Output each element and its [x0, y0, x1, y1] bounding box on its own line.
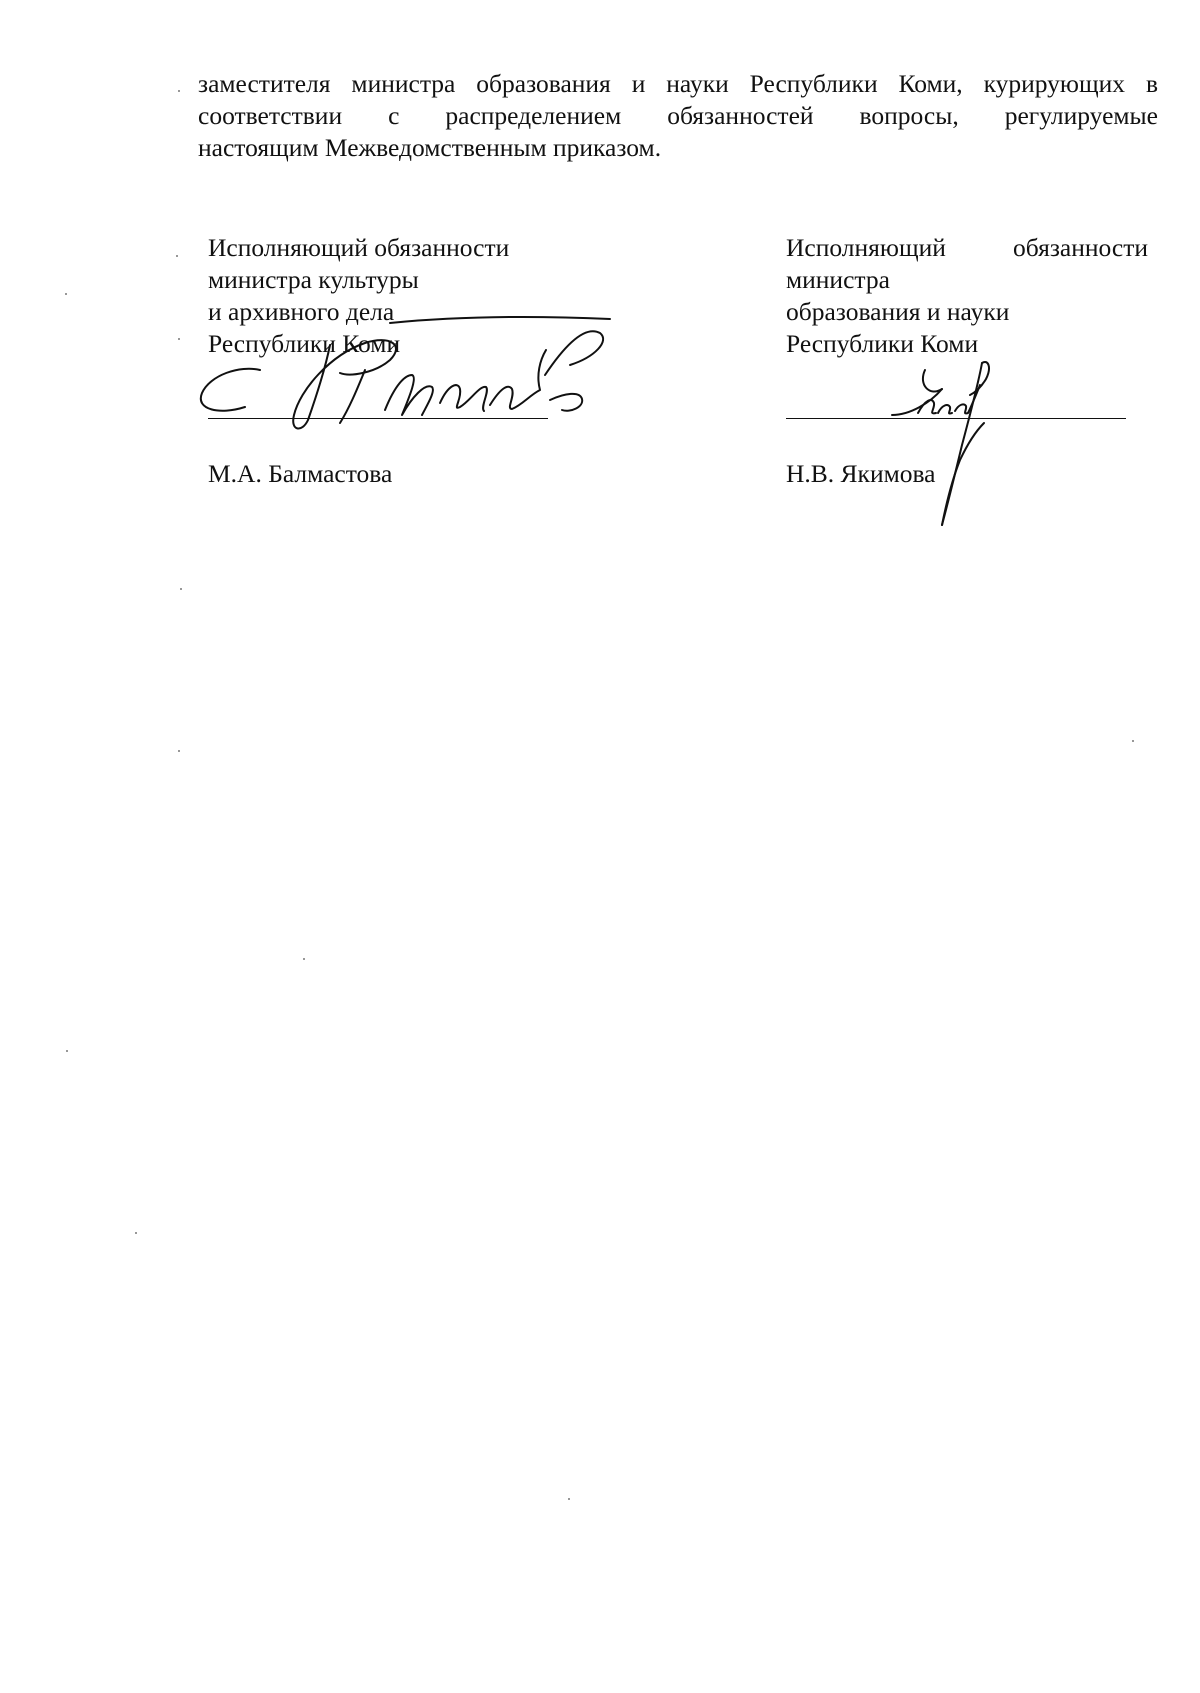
right-signatory-name: Н.В. Якимова — [786, 459, 936, 488]
title-line: Республики Коми — [208, 329, 401, 358]
title-line: и архивного дела — [208, 297, 395, 326]
scan-speck — [303, 958, 305, 960]
scan-speck — [180, 588, 182, 590]
scan-speck — [66, 1050, 68, 1052]
right-signatory-title — [786, 232, 1148, 360]
title-line: Республики Коми — [786, 329, 979, 358]
title-line: министра культуры — [208, 265, 419, 294]
right-signature-icon — [880, 355, 1020, 545]
paragraph-line: заместителя министра образования и науки Республики Коми, курирующих в — [198, 69, 1158, 98]
scan-speck — [178, 338, 180, 340]
title-line: министра — [786, 265, 890, 294]
left-signatory-name: М.А. Балмастова — [208, 459, 393, 488]
scan-speck — [135, 1232, 137, 1234]
scan-speck — [176, 255, 178, 257]
left-signatory-title — [208, 232, 568, 360]
title-line: Исполняющий обязанности — [786, 233, 1148, 262]
paragraph-line: настоящим Межведомственным приказом. — [198, 133, 662, 162]
title-line: Исполняющий обязанности — [208, 233, 510, 262]
scan-speck — [568, 1498, 570, 1500]
title-line: образования и науки — [786, 297, 1010, 326]
scan-speck — [65, 293, 67, 295]
right-signature-line — [786, 418, 1126, 419]
scan-speck — [1132, 740, 1134, 742]
scan-speck — [178, 90, 180, 92]
left-signature-line — [208, 418, 548, 419]
closing-paragraph — [198, 68, 1158, 164]
paragraph-line: соответствии с распределением обязанностей вопросы, регулируемые — [198, 101, 1158, 130]
scan-speck — [178, 750, 180, 752]
